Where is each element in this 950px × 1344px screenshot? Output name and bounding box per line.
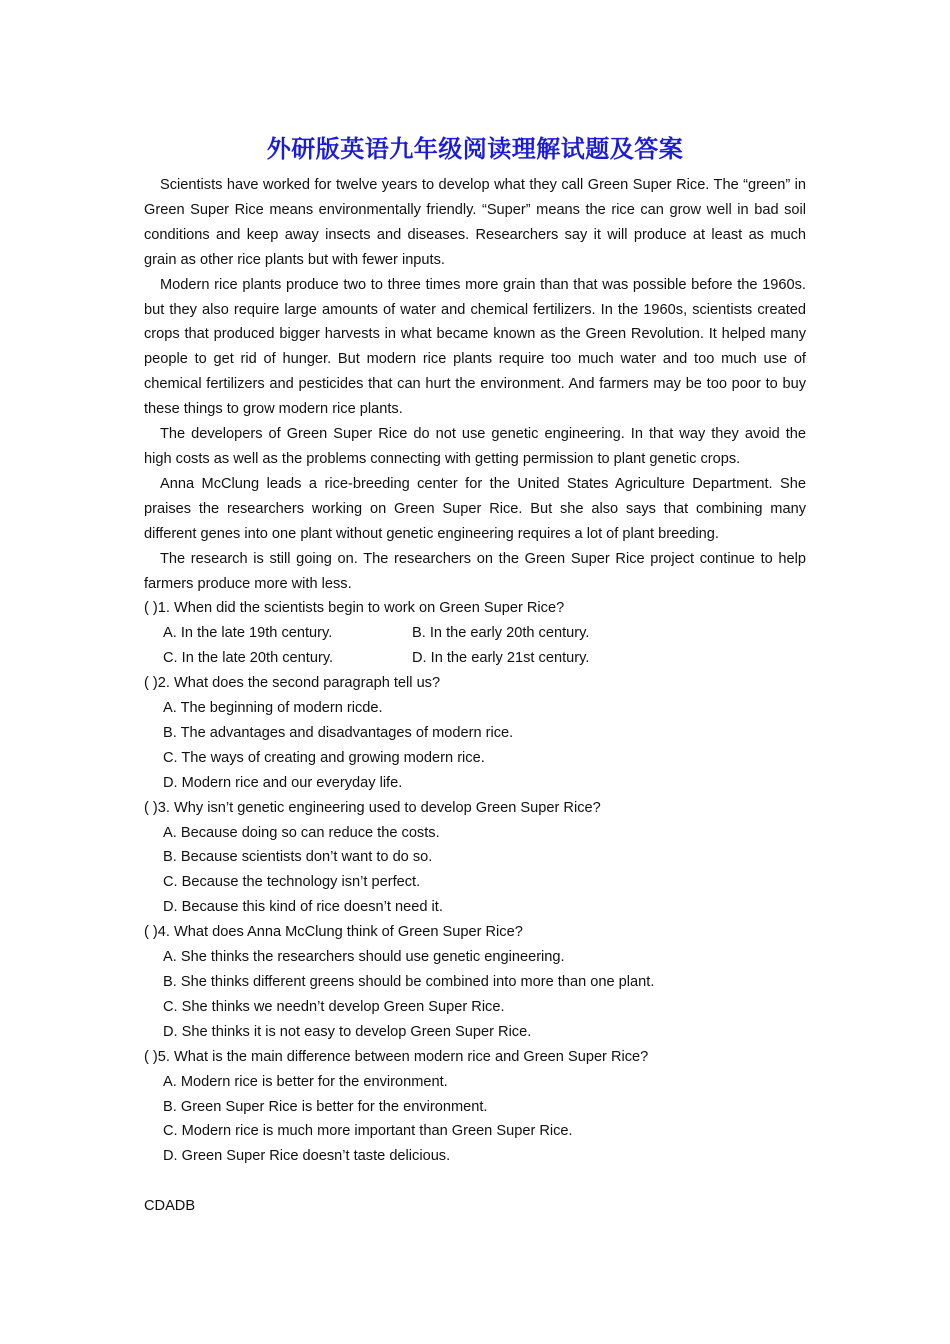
option-d: D. Modern rice and our everyday life. bbox=[163, 774, 403, 791]
option-d: D. Green Super Rice doesn’t taste delicious. bbox=[163, 1148, 451, 1165]
option-c: C. Modern rice is much more important than Green Super Rice. bbox=[163, 1123, 573, 1140]
option-b: B. She thinks different greens should be combined into more than one plant. bbox=[163, 974, 655, 990]
option-c: C. In the late 20th century. bbox=[163, 650, 334, 667]
question-4 bbox=[144, 920, 806, 1045]
option-c: C. She thinks we needn’t develop Green Super Rice. bbox=[163, 998, 505, 1015]
option-b: B. Green Super Rice is better for the environment. bbox=[163, 1098, 488, 1115]
question-stem: ( )1. When did the scientists begin to work on Green Super Rice? bbox=[144, 600, 565, 617]
option-c: C. Because the technology isn’t perfect. bbox=[163, 874, 421, 891]
option-a: A. In the late 19th century. bbox=[163, 625, 333, 642]
question-2 bbox=[144, 671, 806, 796]
question-5 bbox=[144, 1045, 806, 1170]
option-row bbox=[144, 646, 806, 671]
option-a: A. She thinks the researchers should use genetic engineering. bbox=[163, 949, 565, 966]
option-b: B. In the early 20th century. bbox=[412, 625, 590, 642]
question-3 bbox=[144, 796, 806, 921]
paragraph-3: The developers of Green Super Rice do not use genetic engineering. In that way they avoid the high costs as well as the problems connecting with getting permission to plant genetic crops. bbox=[144, 426, 806, 467]
question-stem: ( )4. What does Anna McClung think of Green Super Rice? bbox=[144, 924, 523, 941]
document-page bbox=[144, 128, 806, 1219]
paragraph-4: Anna McClung leads a rice-breeding center for the United States Agriculture Department. She praises the researchers working on Green Super Rice. But she also says that combining many different genes into one plant without genetic engineering requires a lot of plant breeding. bbox=[144, 475, 806, 542]
option-d: D. In the early 21st century. bbox=[412, 650, 590, 667]
question-stem: ( )3. Why isn’t genetic engineering used to develop Green Super Rice? bbox=[144, 799, 601, 816]
option-a: A. Because doing so can reduce the costs. bbox=[163, 824, 440, 841]
question-stem: ( )2. What does the second paragraph tell us? bbox=[144, 675, 441, 692]
paragraph-1: Scientists have worked for twelve years to develop what they call Green Super Rice. The “green” in Green Super Rice means environmentally friendly. “Super” means the rice can grow well in bad soil conditions and keep away insects and diseases. Researchers say it will produce at least as much grain as other rice plants but with fewer inputs. bbox=[144, 177, 806, 268]
option-a: A. The beginning of modern ricde. bbox=[163, 700, 383, 717]
question-stem: ( )5. What is the main difference between modern rice and Green Super Rice? bbox=[144, 1048, 649, 1065]
option-d: D. She thinks it is not easy to develop Green Super Rice. bbox=[163, 1023, 532, 1040]
answer-key: CDADB bbox=[144, 1198, 196, 1215]
option-row bbox=[144, 621, 806, 646]
paragraph-2: Modern rice plants produce two to three times more grain than that was possible before the 1960s. but they also require large amounts of water and chemical fertilizers. In the 1960s, scientists created crops that produced bigger harvests in what became known as the Green Revolution. It helped many people to get rid of hunger. But modern rice plants require too much water and too much use of chemical fertilizers and pesticides that can hurt the environment. And farmers may be too poor to buy these things to grow modern rice plants. bbox=[144, 276, 806, 418]
option-b: B. Because scientists don’t want to do so. bbox=[163, 849, 433, 866]
paragraph-5: The research is still going on. The researchers on the Green Super Rice project continue to help farmers produce more with less. bbox=[144, 550, 806, 592]
option-c: C. The ways of creating and growing modern rice. bbox=[163, 749, 485, 766]
option-d: D. Because this kind of rice doesn’t need it. bbox=[163, 899, 443, 916]
option-a: A. Modern rice is better for the environment. bbox=[163, 1073, 448, 1090]
option-b: B. The advantages and disadvantages of modern rice. bbox=[163, 724, 514, 741]
document-title: 外研版英语九年级阅读理解试题及答案 bbox=[266, 135, 684, 163]
question-1 bbox=[144, 596, 806, 671]
